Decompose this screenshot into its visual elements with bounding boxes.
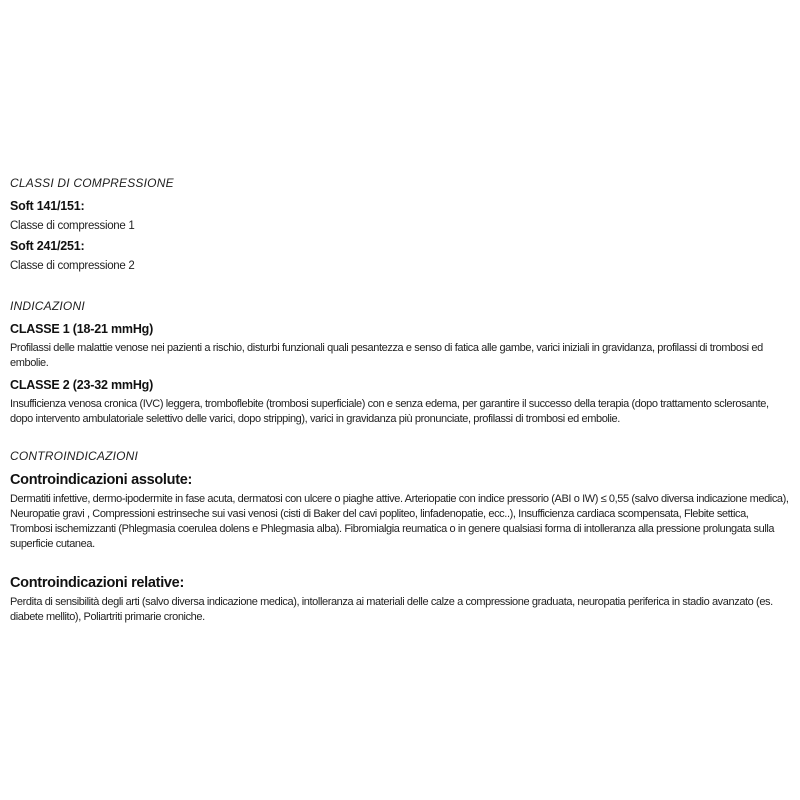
section-compression-classes — [10, 177, 790, 274]
class1-description: Profilassi delle malattie venose nei pazienti a rischio, disturbi funzionali quali pesantezza e senso di fatica alle gambe, varici iniziali in gravidanza, profilassi di trombosi ed embolie. — [10, 342, 763, 369]
compression-item-label: Soft 241/251: — [10, 239, 85, 253]
absolute-contraindications-text: Dermatiti infettive, dermo-ipodermite in fase acuta, dermatosi con ulcere o piaghe attive. Arteriopatie con indice pressorio (ABI o IW) ≤ 0,55 (salvo diversa indicazione medica), Neuropatie gravi , Compressioni estrinseche sui vasi venosi (cisti di Baker del cavi popliteo, linfadenopatie, ecc..), Insufficienza cardiaca scompensata, Flebite settica, Trombosi ischemizzanti (Phlegmasia coerulea dolens e Phlegmasia alba). Fibromialgia reumatica o in genere qualsiasi forma di intolleranza alla pressione prolungata sulla superficie cutanea. — [10, 493, 789, 550]
class2-description: Insufficienza venosa cronica (IVC) leggera, tromboflebite (trombosi superficiale) con e senza edema, per garantire il successo della terapia (dopo trattamento sclerosante, dopo intervento ambulatoriale selettivo delle varici, dopo stripping), varici in gravidanza più pronunciate, profilassi di trombosi ed embolie. — [10, 398, 769, 425]
compression-item-value: Classe di compressione 1 — [10, 220, 135, 232]
compression-classes-header: CLASSI DI COMPRESSIONE — [10, 176, 174, 190]
contraindications-header: CONTROINDICAZIONI — [10, 449, 139, 463]
absolute-contraindications-title: Controindicazioni assolute: — [10, 472, 193, 488]
relative-contraindications-text: Perdita di sensibilità degli arti (salvo diversa indicazione medica), intolleranza ai materiali delle calze a compressione graduata, neuropatia periferica in stadio avanzato (es. diabete mellito), Poliartriti primarie croniche. — [10, 596, 773, 623]
indications-header: INDICAZIONI — [10, 299, 85, 313]
compression-item-label: Soft 141/151: — [10, 199, 85, 213]
class2-title: CLASSE 2 (23-32 mmHg) — [10, 378, 154, 392]
product-info-content — [10, 177, 790, 631]
section-contraindications — [10, 450, 790, 625]
compression-item-value: Classe di compressione 2 — [10, 260, 135, 272]
relative-contraindications-title: Controindicazioni relative: — [10, 575, 184, 591]
section-indications — [10, 300, 790, 427]
class1-title: CLASSE 1 (18-21 mmHg) — [10, 322, 154, 336]
